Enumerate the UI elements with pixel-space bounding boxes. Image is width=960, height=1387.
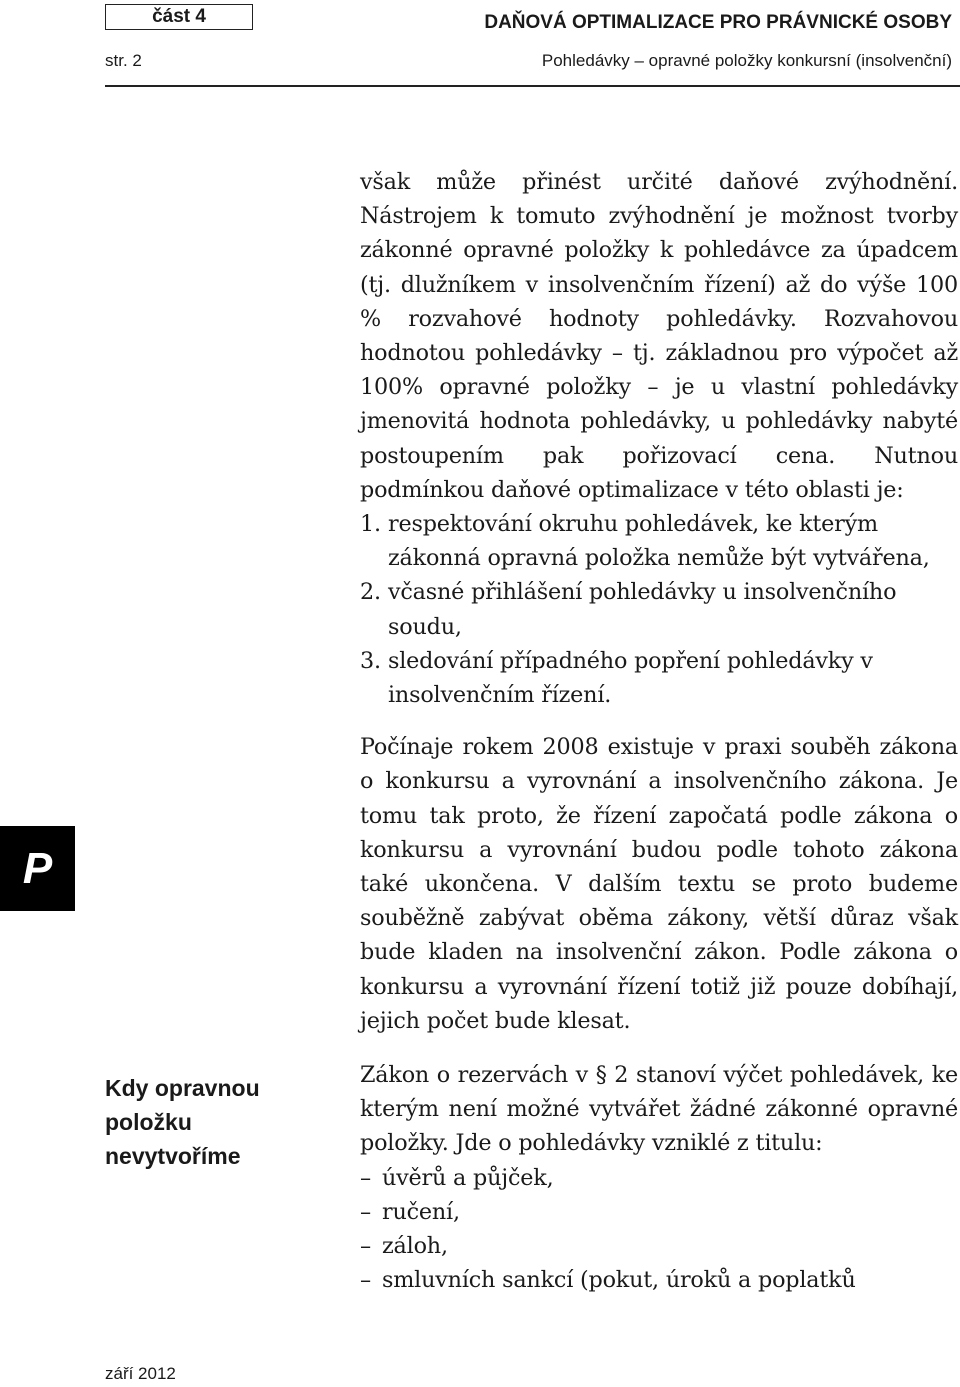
dash-bullet: – [360, 1164, 371, 1191]
conditions-list [360, 507, 958, 712]
list-item [360, 1229, 958, 1263]
list-item [360, 507, 958, 575]
list-item-text: včasné přihlášení pohledávky u insolvenčního soudu, [388, 579, 897, 640]
body-text [360, 165, 958, 1298]
list-item [360, 1263, 958, 1297]
section-subtitle: Pohledávky – opravné položky konkursní (insolvenční) [541, 51, 952, 70]
footer-date: září 2012 [105, 1364, 176, 1383]
list-item-text: ručení, [382, 1198, 460, 1225]
list-item [360, 1161, 958, 1195]
margin-note [105, 1071, 305, 1173]
list-item-text: sledování případného popření pohledávky v insolvenčním řízení. [388, 647, 873, 709]
margin-note-line: nevytvoříme [105, 1143, 241, 1169]
section-tab-letter: P [0, 826, 75, 911]
list-item-text: respektování okruhu pohledávek, ke kterým zákonná opravná položka nemůže být vytvářena, [388, 511, 930, 572]
margin-note-line: Kdy opravnou [105, 1075, 260, 1101]
list-number: 3. [360, 647, 381, 674]
list-item [360, 1195, 958, 1229]
document-title: DAŇOVÁ OPTIMALIZACE PRO PRÁVNICKÉ OSOBY [484, 12, 952, 33]
margin-note-line: položku [105, 1109, 192, 1135]
dash-bullet: – [360, 1233, 371, 1260]
list-item [360, 644, 958, 712]
list-item [360, 575, 958, 643]
list-item-text: úvěrů a půjček, [382, 1164, 554, 1191]
dash-bullet: – [360, 1198, 371, 1225]
list-item-text: smluvních sankcí (pokut, úroků a poplatků [382, 1267, 856, 1294]
page-number: str. 2 [105, 51, 142, 70]
part-label: část 4 [105, 4, 253, 30]
paragraph: však může přinést určité daňové zvýhodnění. Nástrojem k tomuto zvýhodnění je možnost tvorby zákonné opravné položky k pohledávce za úpadcem (tj. dlužníkem v insolvenčním řízení) až do výše 100 % rozvahové hodnoty pohledávky. Rozvahovou hodnotou pohledávky – tj. základnou pro výpočet až 100% opravné položky – je u vlastní pohledávky jmenovitá hodnota pohledávky, u pohledávky nabyté postoupením pak pořizovací cena. Nutnou podmínkou daňové optimalizace v této oblasti je: [360, 169, 958, 503]
header-divider [105, 85, 960, 87]
list-number: 1. [360, 511, 381, 538]
paragraph: Počínaje rokem 2008 existuje v praxi souběh zákona o konkursu a vyrovnání a insolvenčního zákona. Je tomu tak proto, že řízení započatá podle zákona o konkursu a vyrovnání budou podle tohoto zákona také ukončena. V dalším textu se proto budeme souběžně zabývat oběma zákony, větší důraz však bude kladen na insolvenční zákon. Podle zákona o konkursu a vyrovnání řízení totiž již pouze dobíhají, jejich počet bude klesat. [360, 734, 958, 1034]
paragraph: Zákon o rezervách v § 2 stanoví výčet pohledávek, ke kterým není možné vytvářet žádné zákonné opravné položky. Jde o pohledávky vzniklé z titulu: [360, 1062, 958, 1157]
dash-bullet: – [360, 1267, 371, 1294]
list-item-text: záloh, [382, 1233, 448, 1260]
exclusions-list [360, 1161, 958, 1298]
list-number: 2. [360, 579, 381, 606]
